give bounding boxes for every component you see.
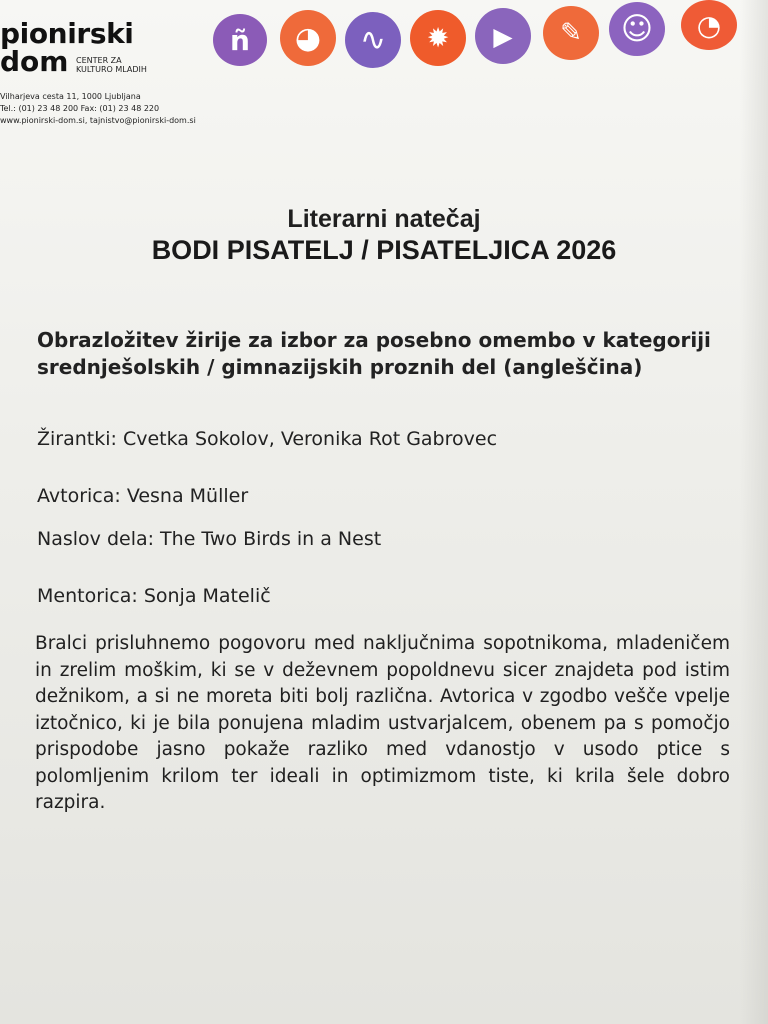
document-title-line-1: Literarni natečaj bbox=[287, 205, 481, 233]
jury-justification-text: Bralci prisluhnemo pogovoru med naključnima sopotnikoma, mladeničem in zrelim moškim, ki se v deževnem popoldnevu sicer znajdeta pod istim dežnikom, a si ne moreta biti bolj različna. Avtorica v zgodbo vešče vpelje iztočnico, ki je bila ponujena mladim ustvarjalcem, obenem pa s pomočjo prispodobe jasno pokaže razliko med vdanostjo v usodo ptice s polomljenim krilom ter ideali in optimizmom tiste, ki krila šele dobro razpira. bbox=[35, 633, 730, 813]
film-reel-icon: ✹ bbox=[410, 10, 466, 66]
mentor-line: Mentorica: Sonja Matelič bbox=[37, 585, 271, 607]
paint-icon: ✎ bbox=[543, 6, 599, 60]
logo-subtitle: CENTER ZA KULTURO MLADIH bbox=[76, 56, 147, 74]
music-icon: ∿ bbox=[345, 12, 401, 68]
phone-line: Tel.: (01) 23 48 200 Fax: (01) 23 48 220 bbox=[0, 104, 160, 113]
document-subtitle: Obrazložitev žirije za izbor za posebno omembo v kategoriji srednješolskih / gimnazijskih proznih del (angleščina) bbox=[37, 328, 711, 379]
jury-line: Žirantki: Cvetka Sokolov, Veronika Rot Gabrovec bbox=[37, 428, 498, 450]
address-line: Vilharjeva cesta 11, 1000 Ljubljana bbox=[0, 92, 141, 101]
language-icon: ñ bbox=[213, 14, 267, 66]
logo-second-text: dom bbox=[0, 45, 69, 78]
author-line: Avtorica: Vesna Müller bbox=[37, 485, 249, 507]
smile-icon: ◔ bbox=[681, 0, 737, 50]
document-title-line-2: BODI PISATELJ / PISATELJICA 2026 bbox=[151, 235, 617, 265]
web-line: www.pionirski-dom.si, tajnistvo@pionirski-dom.si bbox=[0, 116, 196, 125]
paper-shadow bbox=[740, 0, 768, 1024]
play-icon: ▶ bbox=[475, 8, 531, 64]
contact-info bbox=[0, 91, 196, 127]
logo bbox=[0, 17, 200, 80]
logo-main-text: pionirski bbox=[0, 17, 134, 50]
work-title-line: Naslov dela: The Two Birds in a Nest bbox=[37, 528, 382, 550]
icon-row bbox=[213, 0, 768, 70]
theatre-mask-icon: ☺ bbox=[609, 2, 665, 56]
face-icon: ◕ bbox=[280, 10, 336, 66]
